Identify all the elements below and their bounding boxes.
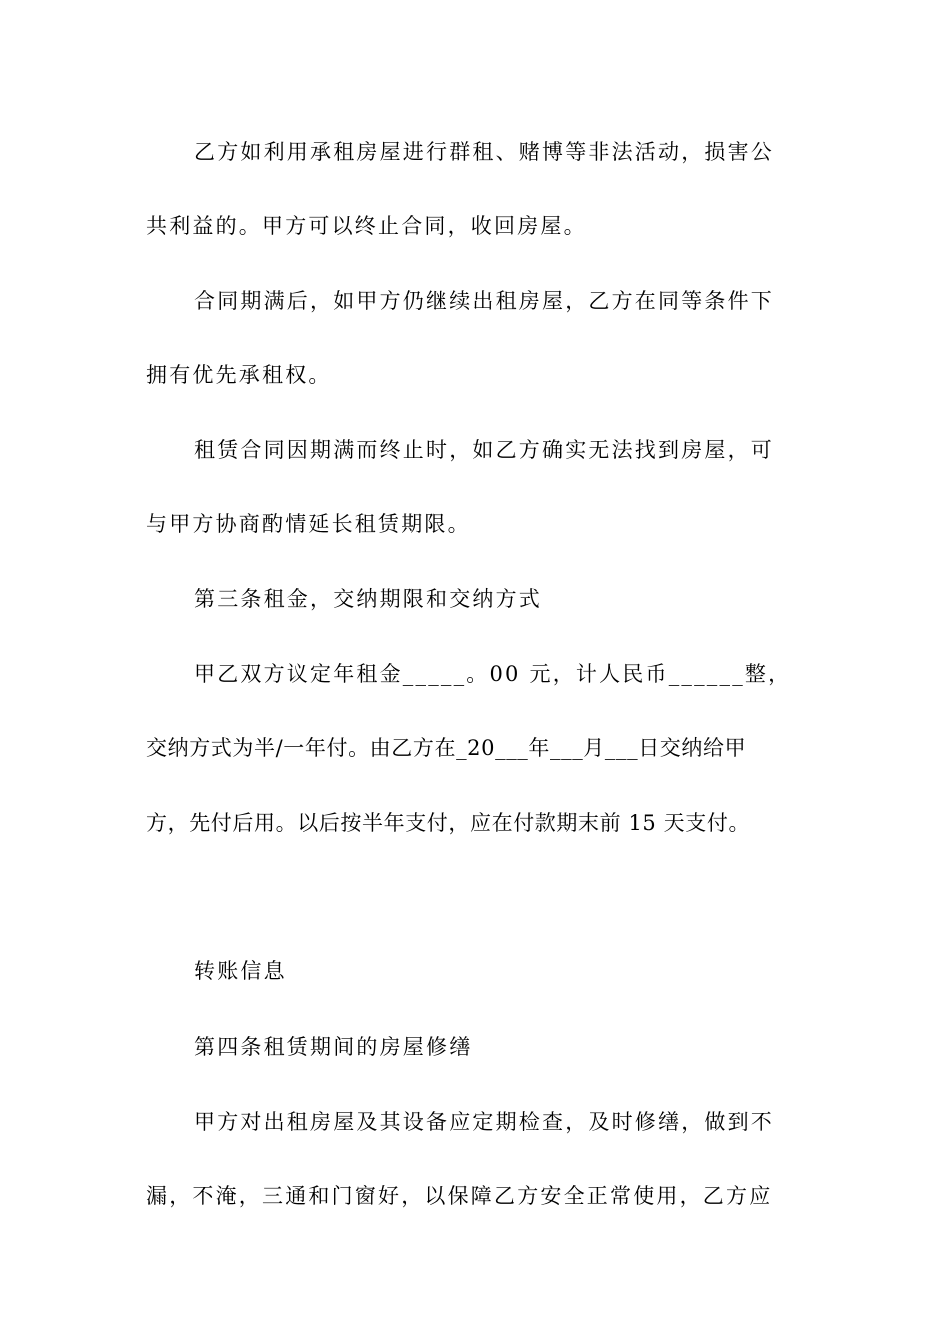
transfer-info-label: 转账信息 bbox=[194, 959, 287, 983]
paragraph-line: 漏，不淹，三通和门窗好，以保障乙方安全正常使用，乙方应 bbox=[146, 1184, 773, 1208]
section-heading: 第四条租赁期间的房屋修缮 bbox=[194, 1035, 473, 1059]
paragraph-line: 合同期满后，如甲方仍继续出租房屋，乙方在同等条件下 bbox=[194, 289, 774, 313]
paragraph-line: 租赁合同因期满而终止时，如乙方确实无法找到房屋，可 bbox=[194, 438, 774, 462]
paragraph-line: 交纳方式为半/一年付。由乙方在_20___年___月___日交纳给甲 bbox=[146, 736, 747, 760]
paragraph-line: 拥有优先承租权。 bbox=[146, 363, 332, 387]
paragraph-line: 甲方对出租房屋及其设备应定期检查，及时修缮，做到不 bbox=[194, 1110, 774, 1134]
paragraph-line: 与甲方协商酌情延长租赁期限。 bbox=[146, 512, 471, 536]
section-heading: 第三条租金，交纳期限和交纳方式 bbox=[194, 587, 542, 611]
paragraph-line: 乙方如利用承租房屋进行群租、赌博等非法活动，损害公 bbox=[194, 140, 774, 164]
paragraph-line: 甲乙双方议定年租金_____。00 元，计人民币______整， bbox=[194, 662, 792, 686]
paragraph-line: 共利益的。甲方可以终止合同，收回房屋。 bbox=[146, 214, 587, 238]
paragraph-line: 方，先付后用。以后按半年支付，应在付款期末前 15 天支付。 bbox=[146, 811, 751, 835]
